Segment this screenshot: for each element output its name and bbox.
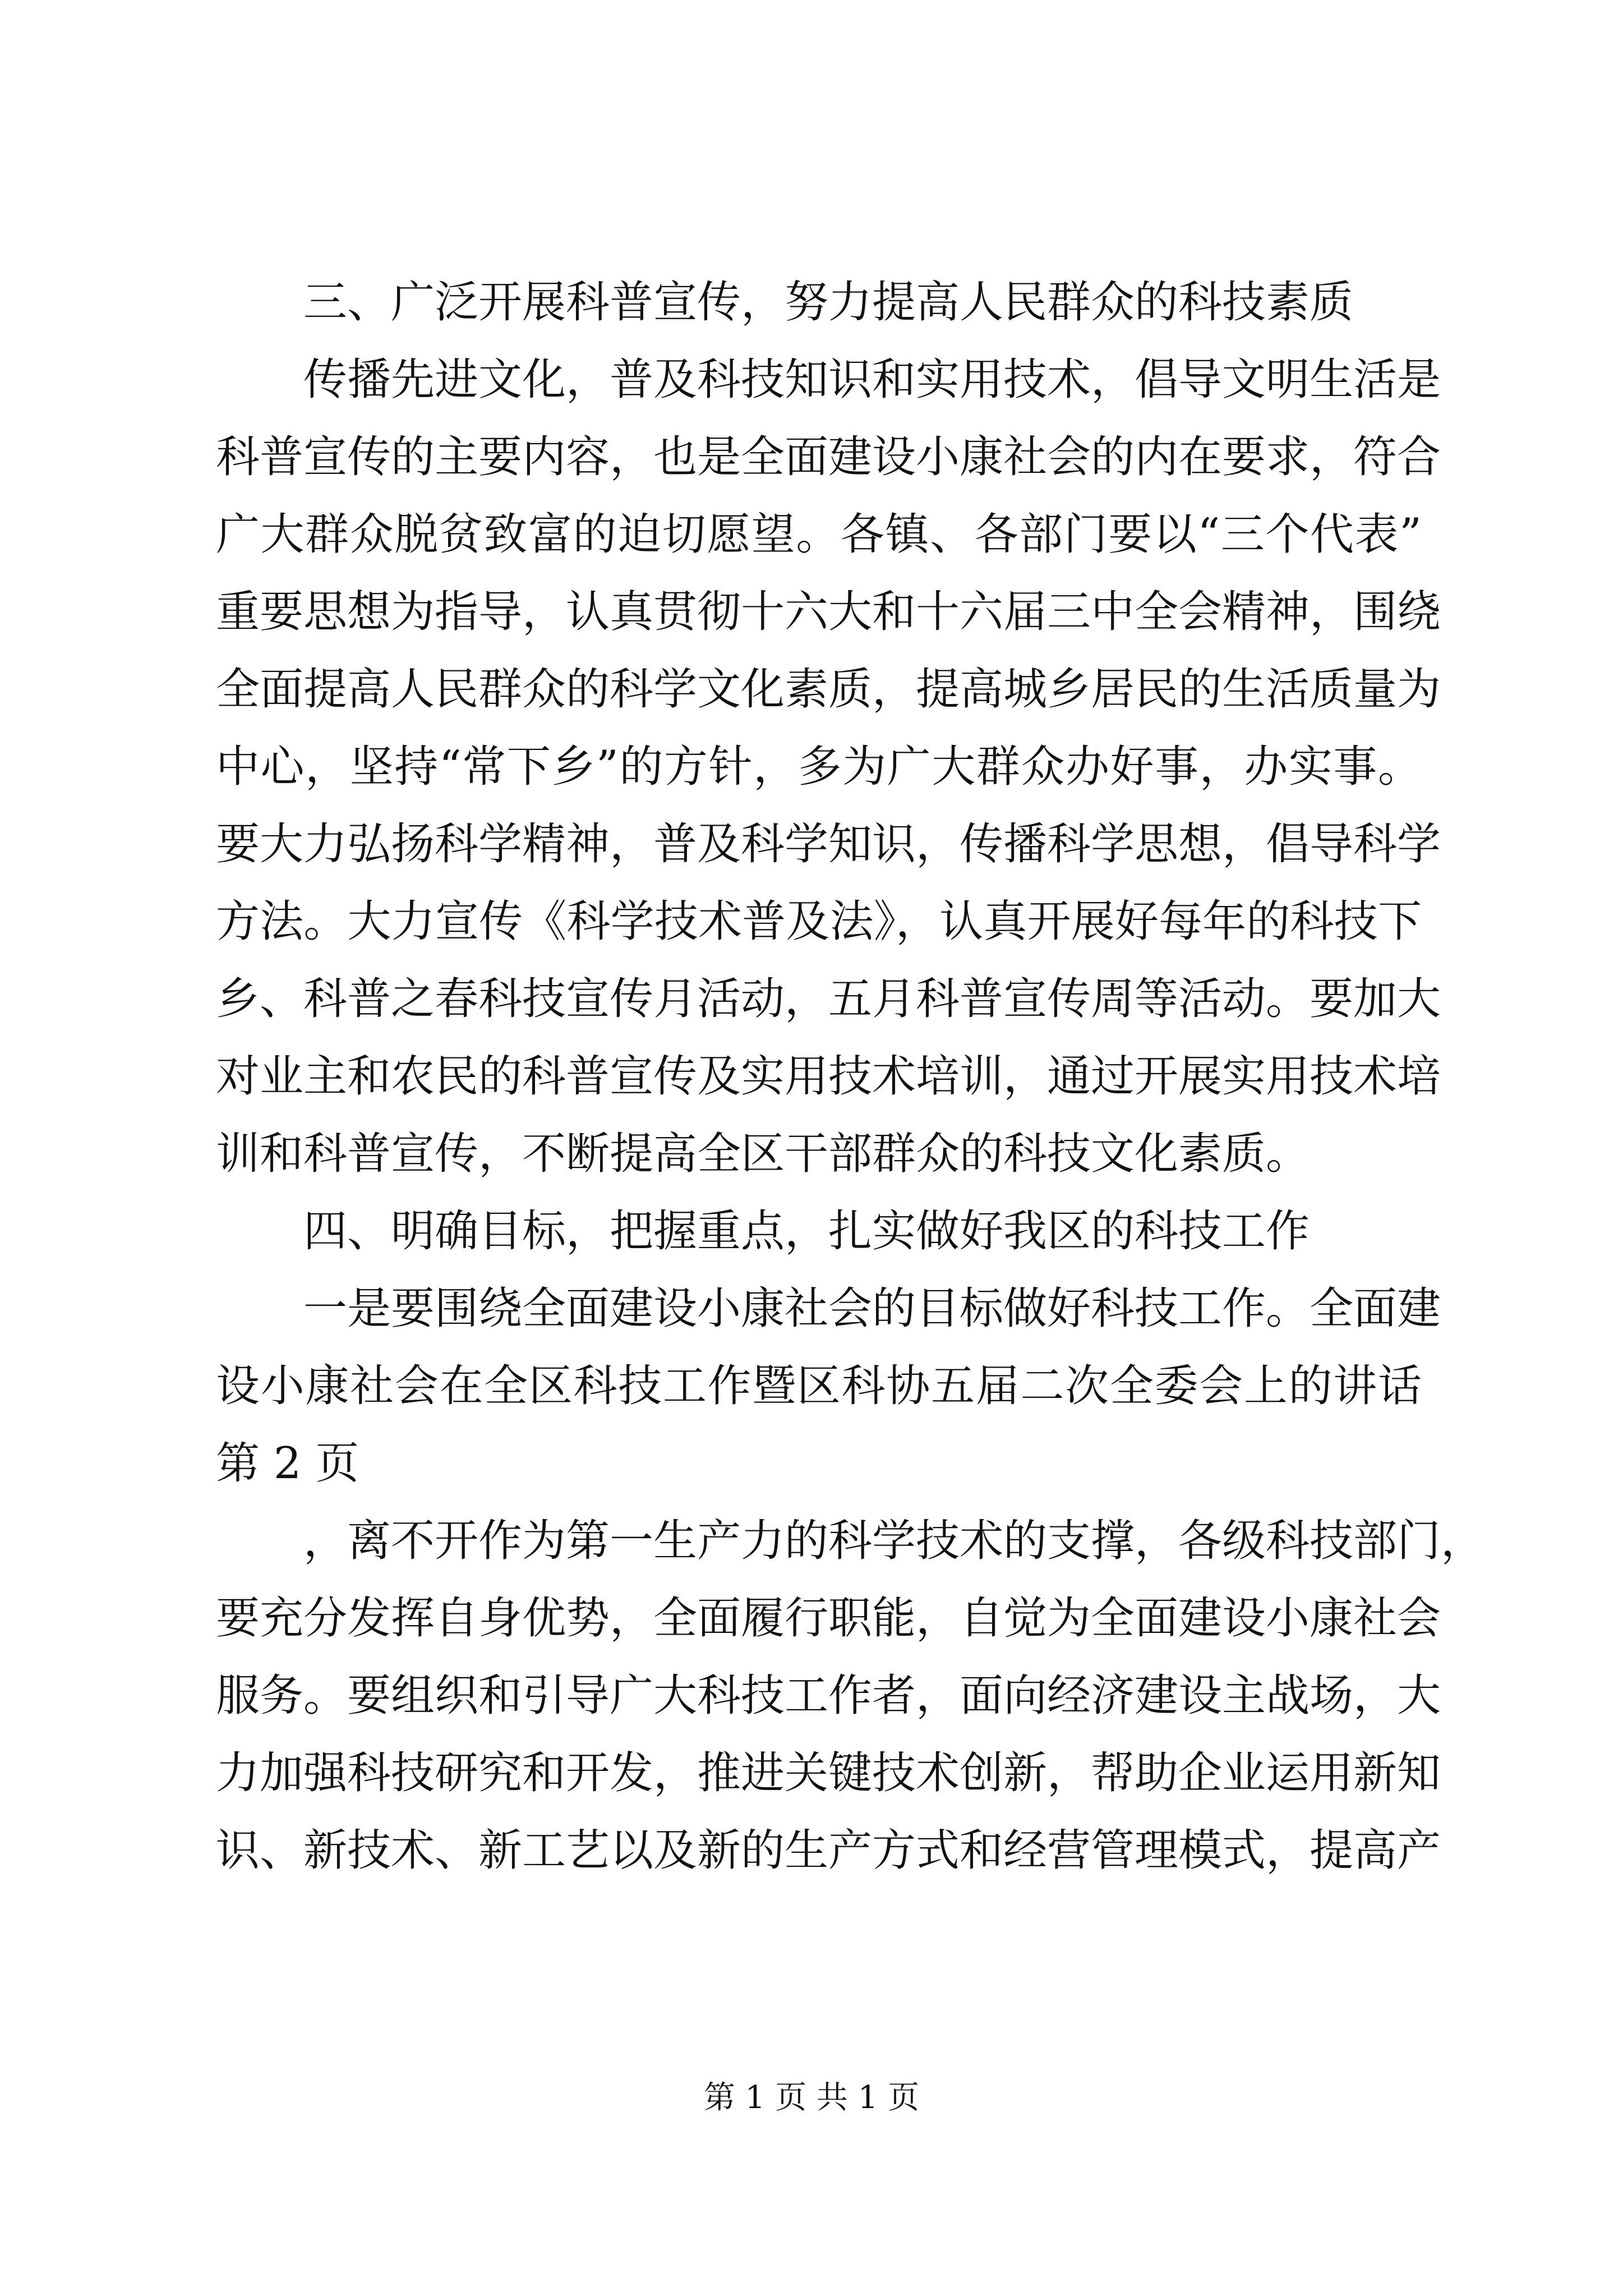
paragraph-line: 力加强科技研究和开发，推进关键技术创新，帮助企业运用新知 — [216, 1748, 1441, 1798]
paragraph-line: 训和科普宣传，不断提高全区干部群众的科技文化素质。 — [216, 1129, 1310, 1179]
paragraph-line: 要大力弘扬科学精神，普及科学知识，传播科学思想，倡导科学 — [216, 819, 1441, 869]
paragraph-line: 全面提高人民群众的科学文化素质，提高城乡居民的生活质量为 — [216, 664, 1441, 715]
paragraph-line: 一是要围绕全面建设小康社会的目标做好科技工作。全面建 — [303, 1283, 1441, 1334]
paragraph-line: 服务。要组织和引导广大科技工作者，面向经济建设主战场，大 — [216, 1671, 1441, 1721]
paragraph-line: 设小康社会在全区科技工作暨区科协五届二次全委会上的讲话 — [216, 1361, 1422, 1411]
paragraph-line: 科普宣传的主要内容，也是全面建设小康社会的内在要求，符合 — [216, 432, 1441, 482]
paragraph-line: 方法。大力宣传《科学技术普及法》，认真开展好每年的科技下 — [216, 896, 1422, 947]
paragraph-line: 广大群众脱贫致富的迫切愿望。各镇、各部门要以“三个代表” — [216, 509, 1422, 560]
paragraph-line: 中心，坚持“常下乡”的方针，多为广大群众办好事，办实事。 — [216, 742, 1422, 792]
paragraph-line: 要充分发挥自身优势，全面履行职能，自觉为全面建设小康社会 — [216, 1593, 1441, 1644]
inline-page-marker: 第 2 页 — [216, 1438, 359, 1489]
paragraph-line: 重要思想为指导，认真贯彻十六大和十六届三中全会精神，围绕 — [216, 587, 1441, 637]
paragraph-line: 识、新技术、新工艺以及新的生产方式和经营管理模式，提高产 — [216, 1825, 1441, 1876]
paragraph-line: 传播先进文化，普及科技知识和实用技术，倡导文明生活是 — [303, 355, 1441, 405]
section-heading-3: 三、广泛开展科普宣传，努力提高人民群众的科技素质 — [303, 277, 1354, 328]
section-heading-4: 四、明确目标，把握重点，扎实做好我区的科技工作 — [303, 1206, 1310, 1257]
page-footer: 第 1 页 共 1 页 — [703, 2079, 920, 2116]
document-body — [216, 264, 1485, 1889]
paragraph-line: ，离不开作为第一生产力的科学技术的支撑，各级科技部门， — [303, 1516, 1485, 1566]
paragraph-line: 对业主和农民的科普宣传及实用技术培训，通过开展实用技术培 — [216, 1051, 1441, 1102]
paragraph-line: 乡、科普之春科技宣传月活动，五月科普宣传周等活动。要加大 — [216, 974, 1441, 1024]
